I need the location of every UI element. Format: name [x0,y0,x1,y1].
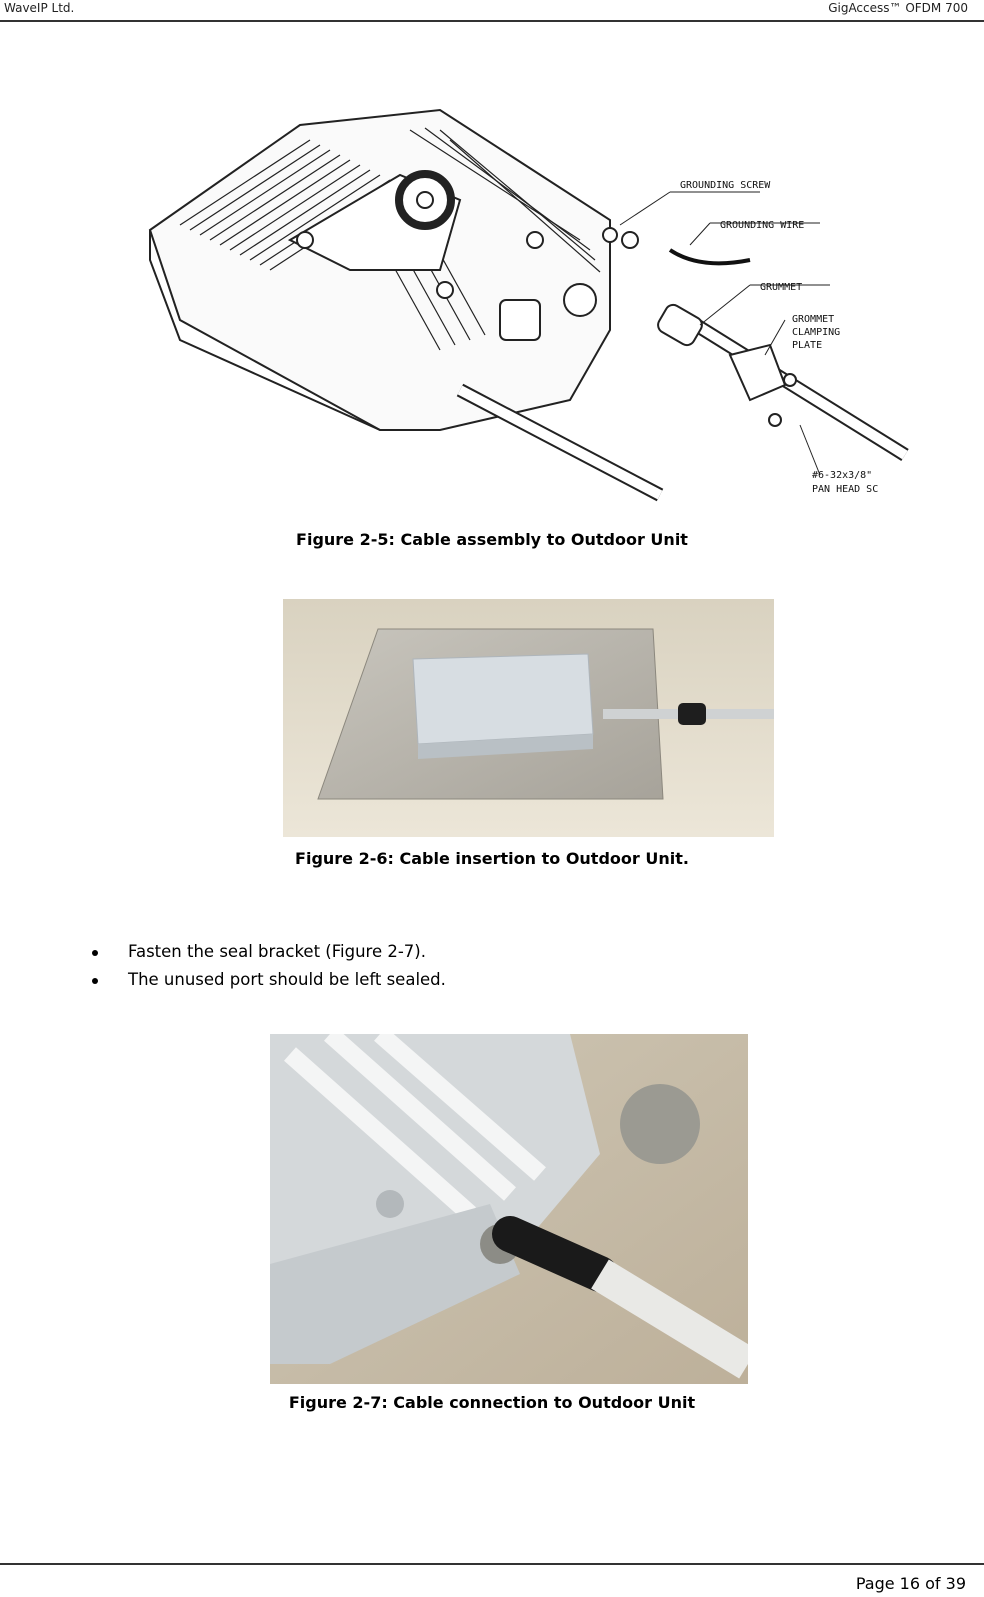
footer-divider [0,1563,984,1565]
outdoor-unit-exploded-drawing [140,100,920,520]
figure-cable-connection-photo [270,1034,748,1384]
figure-cable-assembly-drawing [140,100,920,520]
bullet-icon [92,978,98,984]
list-item: Fasten the seal bracket (Figure 2-7). [92,938,446,966]
callout-clamping: CLAMPING [792,327,841,338]
cable-connection-image [270,1034,748,1384]
callout-screw-size: #6-32x3/8" [812,470,873,481]
header-divider [0,20,984,22]
callout-grommet: GROMMET [792,314,835,325]
cable-insertion-image [283,599,774,837]
page-number: Page 16 of 39 [855,1574,966,1593]
list-item: The unused port should be left sealed. [92,966,446,994]
callout-grounding-screw: GROUNDING SCREW [680,180,771,191]
callout-grummet: GRUMMET [760,282,803,293]
figure-cable-insertion-photo [283,599,774,837]
instruction-list [92,938,446,994]
header-product: GigAccess™ OFDM 700 [828,1,968,15]
callout-pan-head: PAN HEAD SC [812,484,879,495]
figure-2-7-caption: Figure 2-7: Cable connection to Outdoor Unit [288,1393,696,1412]
callout-plate: PLATE [792,340,823,351]
figure-2-6-caption: Figure 2-6: Cable insertion to Outdoor Unit. [295,849,689,868]
figure-2-5-caption: Figure 2-5: Cable assembly to Outdoor Unit [296,530,688,549]
bullet-icon [92,950,98,956]
callout-grounding-wire: GROUNDING WIRE [720,220,805,231]
header-company: WaveIP Ltd. [4,1,75,15]
